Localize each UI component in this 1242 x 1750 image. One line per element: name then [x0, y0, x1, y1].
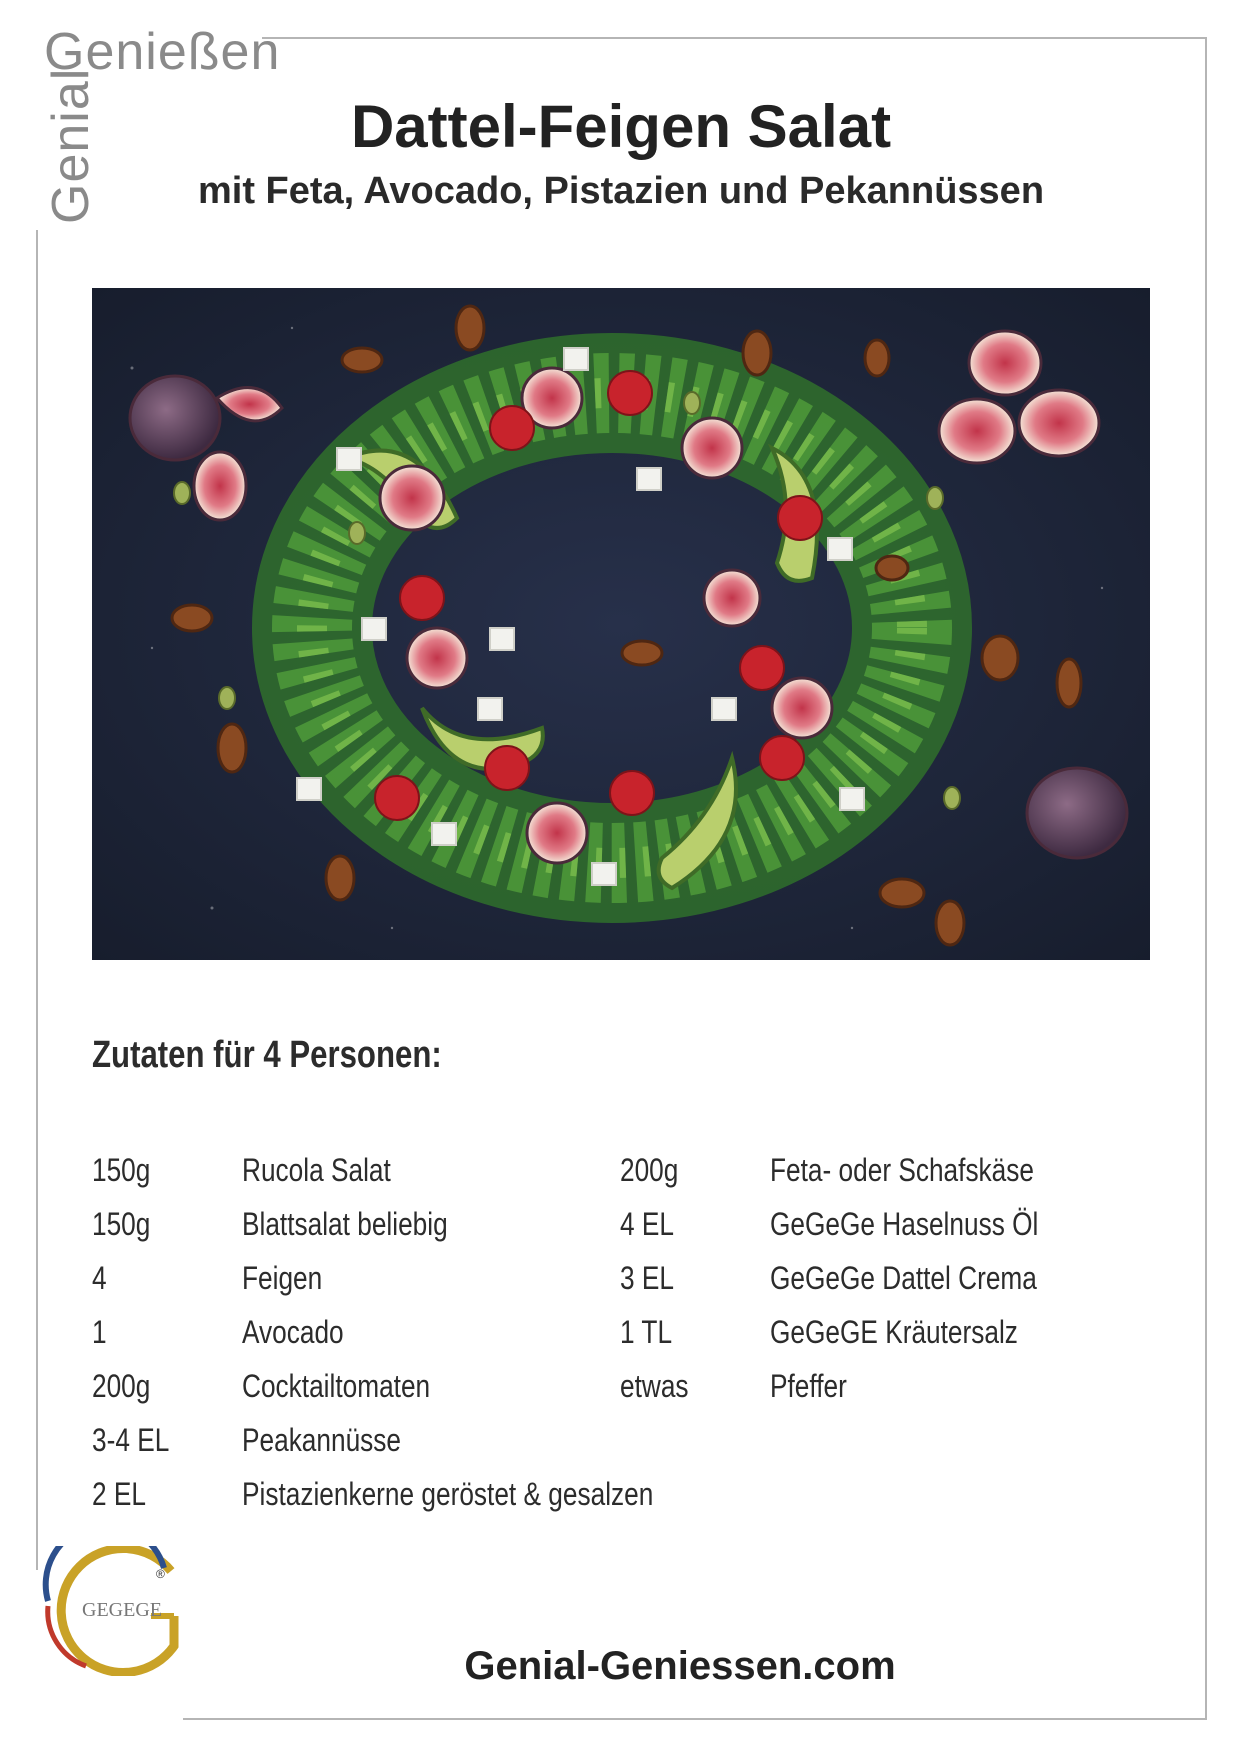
salad-photo [92, 288, 1150, 960]
ingredient-name: Rucola Salat [242, 1152, 391, 1188]
ingredient-name: Avocado [242, 1314, 344, 1350]
ingredient-row [0, 1476, 1242, 1516]
ingredient-row [0, 1260, 1242, 1300]
recipe-title: Dattel-Feigen Salat [350, 93, 892, 160]
ingredient-name: GeGeGE Kräutersalz [770, 1314, 1018, 1350]
ingredient-quantity: etwas [620, 1368, 689, 1404]
ingredient-name: Blattsalat beliebig [242, 1206, 448, 1242]
ingredient-quantity: 1 [92, 1314, 107, 1350]
ingredient-quantity: 1 TL [620, 1314, 673, 1350]
ingredient-row [0, 1314, 1242, 1354]
ingredient-name: Feta- oder Schafskäse [770, 1152, 1034, 1188]
frame-line-top [262, 37, 1207, 39]
ingredient-row [0, 1152, 1242, 1192]
ingredient-quantity: 3-4 EL [92, 1422, 170, 1458]
ingredient-quantity: 150g [92, 1152, 151, 1188]
registered-mark: ® [156, 1567, 165, 1581]
ingredient-quantity: 150g [92, 1206, 151, 1242]
ingredient-quantity: 4 [92, 1260, 107, 1296]
ingredients-heading: Zutaten für 4 Personen: [92, 1034, 442, 1076]
ingredient-name: Peakannüsse [242, 1422, 402, 1458]
ingredient-row [0, 1422, 1242, 1462]
frame-line-bottom [183, 1718, 1207, 1720]
frame-line-right [1205, 37, 1207, 1720]
ingredient-quantity: 200g [92, 1368, 151, 1404]
gegege-logo [36, 1546, 186, 1676]
ingredient-name: GeGeGe Haselnuss Öl [770, 1206, 1039, 1242]
ingredient-row [0, 1368, 1242, 1408]
brand-wordmark-geniessen: Genießen [44, 23, 281, 81]
ingredient-quantity: 4 EL [620, 1206, 674, 1242]
ingredient-quantity: 200g [620, 1152, 679, 1188]
ingredient-row [0, 1206, 1242, 1246]
ingredient-quantity: 2 EL [92, 1476, 146, 1512]
ingredient-name: GeGeGe Dattel Crema [770, 1260, 1037, 1296]
website-url[interactable]: Genial-Geniessen.com [464, 1644, 896, 1688]
recipe-subtitle: mit Feta, Avocado, Pistazien und Pekannüssen [197, 170, 1045, 212]
brand-wordmark-genial: Genial [42, 67, 100, 224]
ingredient-name: Pistazienkerne geröstet & gesalzen [242, 1476, 654, 1512]
ingredient-name: Feigen [242, 1260, 323, 1296]
ingredient-name: Cocktailtomaten [242, 1368, 431, 1404]
logo-text: GEGEGE [82, 1599, 162, 1621]
ingredient-name: Pfeffer [770, 1368, 847, 1404]
ingredient-quantity: 3 EL [620, 1260, 674, 1296]
